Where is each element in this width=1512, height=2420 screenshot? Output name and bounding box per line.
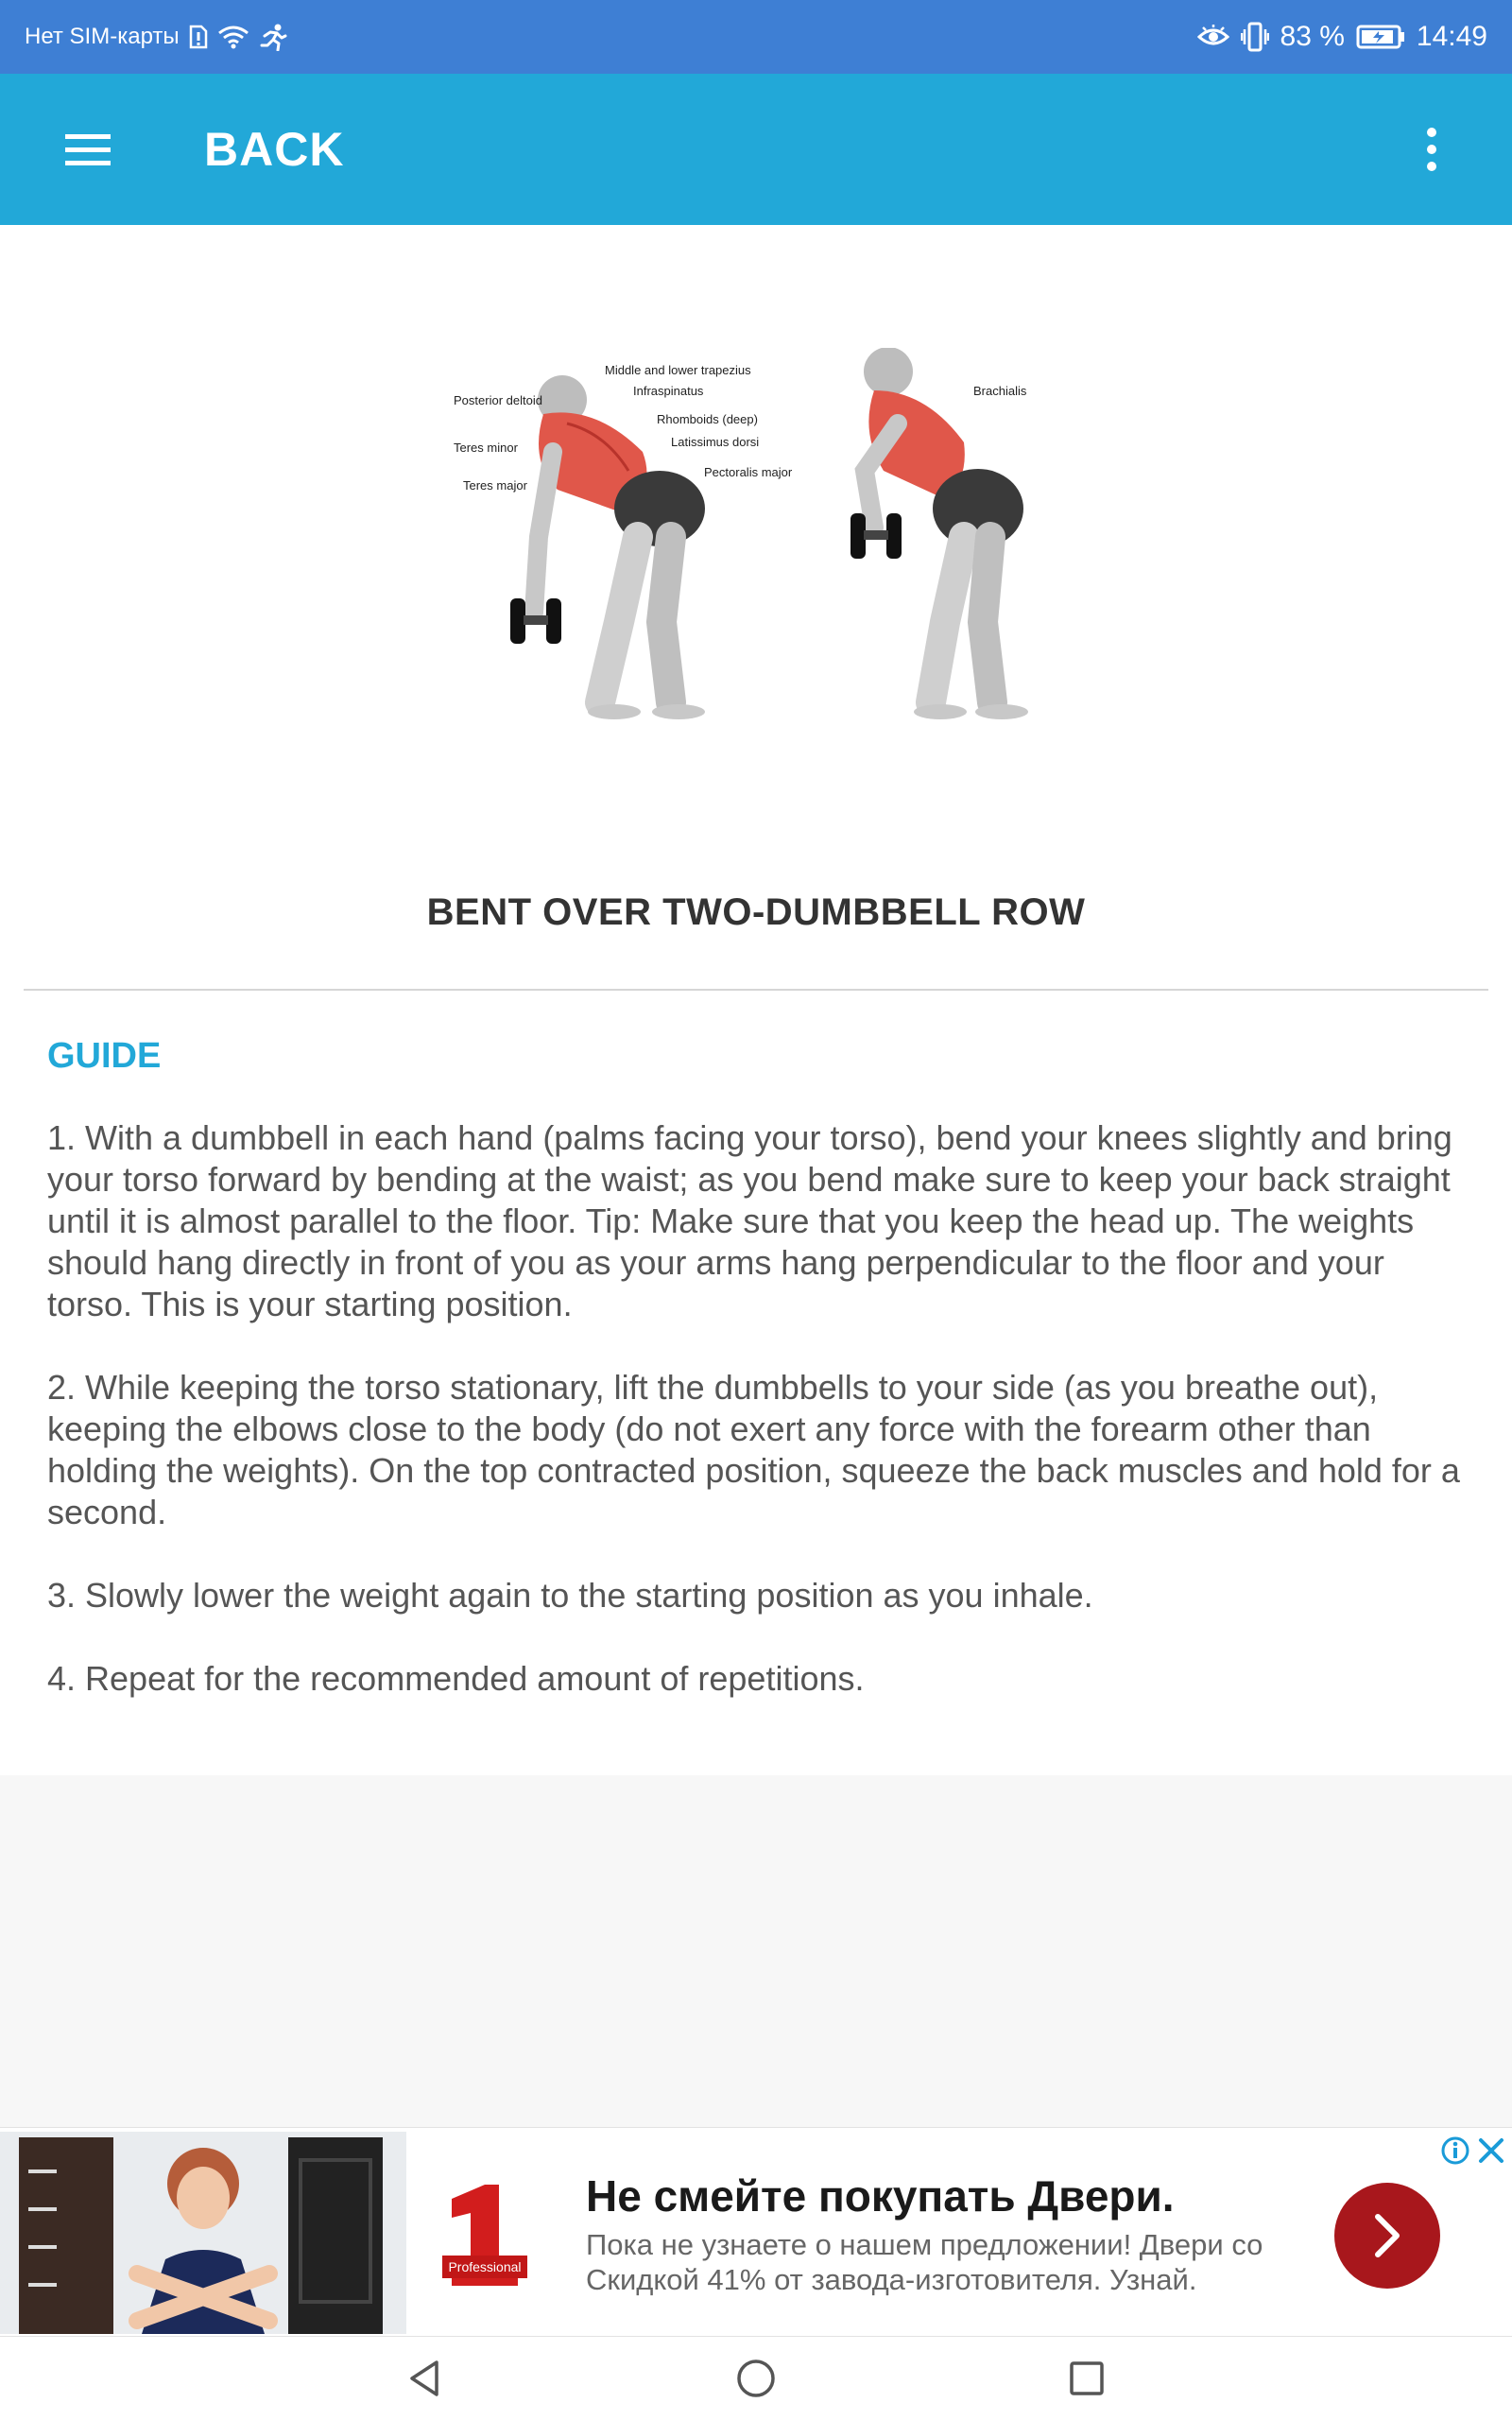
guide-step: 1. With a dumbbell in each hand (palms facing your torso), bend your knees slightly and bring your torso forward by bending at the waist; as you bend make sure to keep your back straight until it is almost parallel to the floor. Tip: Make sure that you keep the head up. The weights should hang directly in front of you as your arms hang perpendicular to the floor and your torso. This is your starting position. (47, 1118, 1452, 1323)
ad-photo[interactable] (0, 2132, 406, 2334)
guide-heading: GUIDE (47, 1036, 162, 1076)
wifi-icon (217, 25, 249, 49)
info-icon[interactable] (1440, 2135, 1470, 2166)
app-bar (0, 74, 1512, 225)
status-right (1197, 21, 1487, 53)
ad-headline[interactable]: Не смейте покупать Двери. (586, 2171, 1175, 2221)
ad-logo[interactable] (442, 2180, 548, 2286)
ad-text[interactable]: Пока не узнаете о нашем предложении! Двери со Скидкой 41% от завода-изготовителя. Узнай. (586, 2228, 1263, 2296)
label-posterior-deltoid: Posterior deltoid (454, 393, 542, 407)
back-title[interactable]: BACK (204, 123, 345, 176)
overflow-menu-icon[interactable] (1408, 116, 1455, 182)
status-bar (0, 0, 1512, 74)
battery-percent: 83 % (1280, 21, 1345, 52)
status-left (25, 23, 287, 51)
label-pectoralis: Pectoralis major (704, 465, 793, 479)
exercise-content (0, 225, 1512, 1775)
home-circle-icon[interactable] (728, 2350, 784, 2407)
recents-square-icon[interactable] (1058, 2350, 1115, 2407)
ad-cta-button[interactable] (1334, 2183, 1440, 2289)
clock: 14:49 (1416, 21, 1487, 52)
sim-icon (189, 25, 208, 49)
runner-icon (259, 23, 287, 51)
guide-step: 4. Repeat for the recommended amount of repetitions. (47, 1659, 865, 1698)
chevron-right-icon (1368, 2212, 1406, 2259)
guide-step: 2. While keeping the torso stationary, lift the dumbbells to your side (as you breathe out), keeping the elbows close to the body (do not exert any force with the forearm other than holding the weights). On the top contracted position, squeeze the back muscles and hold for a second. (47, 1368, 1460, 1531)
ad-logo-text: Professional (448, 2259, 522, 2274)
divider (24, 989, 1488, 991)
ad-banner[interactable] (0, 2127, 1512, 2337)
label-latissimus: Latissimus dorsi (671, 435, 760, 449)
guide-step: 3. Slowly lower the weight again to the starting position as you inhale. (47, 1576, 1093, 1615)
label-teres-major: Teres major (463, 478, 527, 493)
label-trapezius: Middle and lower trapezius (605, 363, 751, 377)
right-figure (850, 348, 1028, 719)
hamburger-menu-icon[interactable] (57, 118, 119, 181)
guide-body (47, 1117, 1474, 1741)
eye-icon (1197, 25, 1229, 49)
back-triangle-icon[interactable] (397, 2350, 454, 2407)
close-icon[interactable] (1476, 2135, 1506, 2166)
exercise-title: BENT OVER TWO-DUMBBELL ROW (426, 891, 1086, 933)
label-teres-minor: Teres minor (454, 441, 518, 455)
left-figure (510, 375, 705, 719)
exercise-illustration (454, 348, 1068, 745)
label-infraspinatus: Infraspinatus (633, 384, 704, 398)
battery-icon (1356, 24, 1405, 50)
vibrate-icon (1241, 22, 1269, 52)
carrier-text: Нет SIM-карты (25, 24, 180, 49)
label-brachialis: Brachialis (973, 384, 1027, 398)
navigation-bar (0, 2337, 1512, 2420)
label-rhomboids: Rhomboids (deep) (657, 412, 758, 426)
